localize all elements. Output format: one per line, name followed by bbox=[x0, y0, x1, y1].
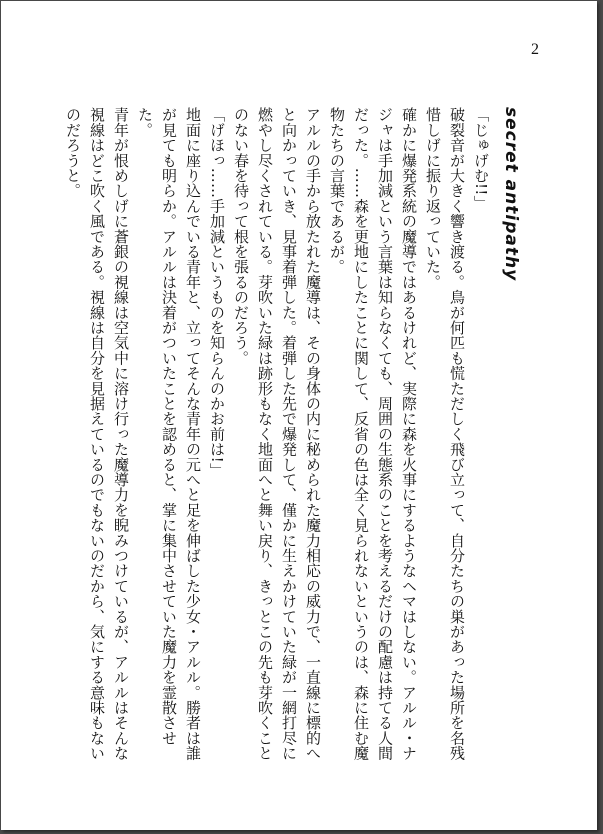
story-title: secret antipathy bbox=[501, 107, 521, 282]
paragraph: 青年が恨めしげに蒼銀の視線は空気中に溶け行った魔導力を睨みつけているが、アルルはそんな視線はどこ吹く風である。視線は自分を見据えているのでもないのだから、気にする意味もないのだろうと。 bbox=[64, 107, 130, 761]
vertical-text-body bbox=[61, 107, 529, 771]
paragraph: 「げほっ……手加減というものを知らんのかお前は!」 bbox=[208, 107, 226, 479]
paragraph: アルルの手から放たれた魔導は、その身体の内に秘められた魔力相応の威力で、一直線に標的へと向かっていき、見事着弾した。着弾した先で爆発して、僅かに生えかけていた緑が一網打尽に燃やし尽くされている。芽吹いた緑は跡形もなく地面へと舞い戻り、きっとこの先も芽吹くことのない春を待って根を張るのだろう。 bbox=[232, 107, 322, 761]
paragraph: 「じゅげむ!!」 bbox=[472, 107, 490, 211]
paragraph: 破裂音が大きく響き渡る。鳥が何匹も慌ただしく飛び立って、自分たちの巣があった場所を名残惜しげに振り返っていた。 bbox=[424, 107, 466, 761]
paragraph: 確かに爆発系統の魔導ではあるけれど、実際に森を火事にするようなヘマはしない。アルル・ナジャは手加減という言葉は知らなくても、周囲の生態系のことを考えるだけの配慮は持てる人間だった。……森を更地にしたことに関して、反省の色は全く見られないというのは、森に住む魔物たちの言葉であるが。 bbox=[328, 107, 418, 761]
page-number: 2 bbox=[531, 41, 539, 58]
document-page bbox=[1, 1, 597, 830]
paragraph: 地面に座り込んでいる青年と、立ってそんな青年の元へと足を伸ばした少女・アルル。勝者は誰が見ても明らか。アルルは決着がついたことを認めると、掌に集中させていた魔力を霊散させた。 bbox=[136, 107, 202, 761]
